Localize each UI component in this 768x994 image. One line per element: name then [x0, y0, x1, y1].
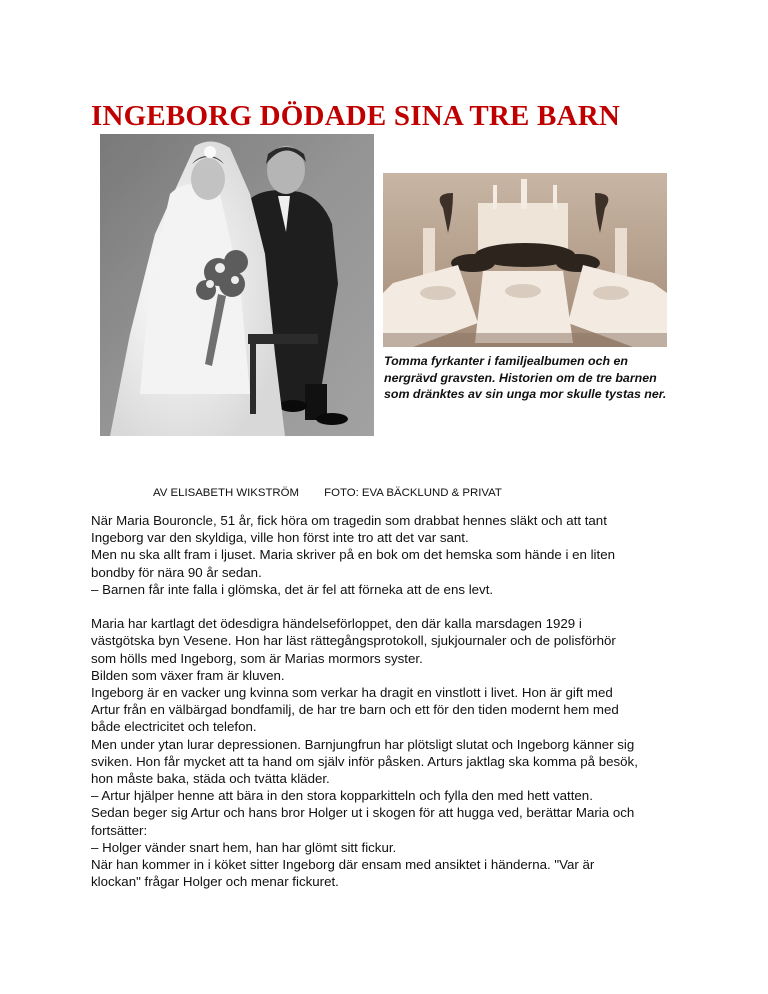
text-line: Sedan beger sig Artur och hans bror Holger ut i skogen för att hugga ved, berättar Maria och	[91, 805, 635, 821]
paragraph-1	[91, 512, 691, 598]
text-line: västgötska byn Vesene. Hon har läst rättegångsprotokoll, sjukjournaler och de polisförhör	[91, 633, 616, 649]
byline-photo-credit: FOTO: EVA BÄCKLUND & PRIVAT	[324, 487, 502, 499]
text-line: klockan" frågar Holger och menar fickuret.	[91, 874, 339, 890]
text-line: Ingeborg är en vacker ung kvinna som verkar ha dragit en vinstlott i livet. Hon är gift med	[91, 685, 613, 701]
text-line: När han kommer in i köket sitter Ingeborg där ensam med ansiktet i händerna. "Var är	[91, 857, 595, 873]
text-line: Men nu ska allt fram i ljuset. Maria skriver på en bok om det hemska som hände i en liten	[91, 547, 615, 563]
text-line: fortsätter:	[91, 822, 148, 838]
text-line: Maria har kartlagt det ödesdigra händelseförloppet, den där kalla marsdagen 1929 i	[91, 616, 582, 632]
text-line: som hölls med Ingeborg, som är Marias mormors syster.	[91, 650, 423, 666]
photo-caption: Tomma fyrkanter i familjealbumen och en nergrävd gravsten. Historien om de tre barnen som dränktes av sin unga mor skulle tystas ner.	[384, 354, 667, 401]
text-line: – Artur hjälper henne att bära in den stora kopparkitteln och fylla den med hett vatten.	[91, 788, 593, 804]
wedding-photo-image	[100, 134, 374, 436]
funeral-photo-image	[383, 173, 667, 347]
text-line: – Holger vänder snart hem, han har glömt sitt fickur.	[91, 839, 397, 855]
text-line: sviken. Hon får mycket att ta hand om själv inför påsken. Arturs jaktlag ska komma på besök,	[91, 753, 638, 769]
text-line: bondby för nära 90 år sedan.	[91, 564, 262, 580]
text-line: både electricitet och telefon.	[91, 719, 257, 735]
byline-author: AV ELISABETH WIKSTRÖM	[153, 487, 299, 499]
text-line: – Barnen får inte falla i glömska, det är fel att förneka att de ens levt.	[91, 581, 494, 597]
text-line: Ingeborg var den skyldiga, ville hon först inte tro att det var sant.	[91, 530, 469, 546]
text-line: Men under ytan lurar depressionen. Barnjungfrun har plötsligt slutat och Ingeborg känner sig	[91, 736, 635, 752]
paragraph-gap	[91, 598, 691, 615]
paragraph-2	[91, 615, 691, 890]
wedding-photo	[100, 134, 374, 436]
article-body	[91, 512, 691, 890]
text-line: Bilden som växer fram är kluven.	[91, 667, 285, 683]
funeral-photo	[383, 173, 667, 347]
byline	[153, 487, 502, 499]
text-line: hon måste baka, städa och tvätta kläder.	[91, 771, 330, 787]
text-line: Artur från en välbärgad bondfamilj, de har tre barn och ett för den tiden modernt hem med	[91, 702, 619, 718]
text-line: När Maria Bouroncle, 51 år, fick höra om tragedin som drabbat hennes släkt och att tant	[91, 513, 607, 528]
article-title: INGEBORG DÖDADE SINA TRE BARN	[91, 100, 620, 132]
